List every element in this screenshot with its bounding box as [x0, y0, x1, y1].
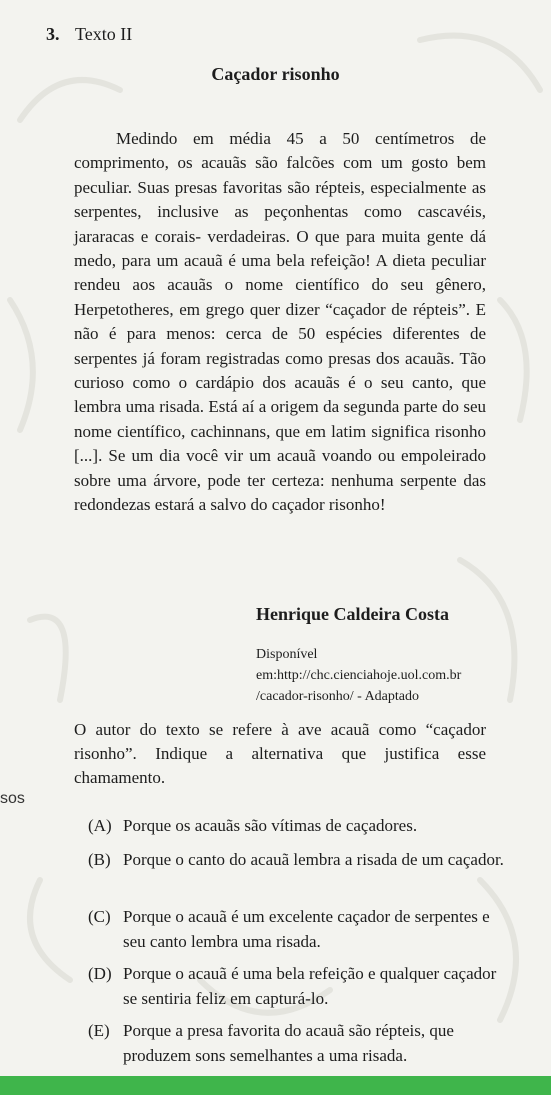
- text-title: Caçador risonho: [211, 64, 340, 84]
- option-text: Porque a presa favorita do acauã são répteis, que produzem sons semelhantes a uma risada.: [123, 1021, 454, 1065]
- author: Henrique Caldeira Costa: [256, 604, 449, 624]
- option-letter: (A): [88, 816, 112, 835]
- option-a[interactable]: [88, 814, 508, 839]
- question-number: 3.: [46, 24, 60, 44]
- source-citation: [256, 644, 496, 707]
- option-c[interactable]: [88, 905, 508, 954]
- option-e[interactable]: [88, 1019, 508, 1068]
- option-d[interactable]: [88, 962, 508, 1011]
- option-letter: (C): [88, 907, 111, 926]
- option-letter: (D): [88, 964, 112, 983]
- passage: [74, 127, 486, 518]
- question-prompt: O autor do texto se refere à ave acauã como “caçador risonho”. Indique a alternativa que justifica esse chamamento.: [74, 720, 486, 787]
- option-text: Porque os acauãs são vítimas de caçadores.: [123, 816, 418, 835]
- footer-bar: [0, 1076, 551, 1095]
- source-line: Disponível: [256, 647, 318, 662]
- source-line: em:http://chc.cienciahoje.uol.com.br: [256, 668, 462, 683]
- source-line: /cacador-risonho/ - Adaptado: [256, 689, 419, 704]
- option-text: Porque o acauã é um excelente caçador de serpentes e seu canto lembra uma risada.: [123, 907, 490, 951]
- option-letter: (E): [88, 1021, 110, 1040]
- option-text: Porque o acauã é uma bela refeição e qualquer caçador se sentiria feliz em capturá-lo.: [123, 964, 497, 1008]
- text-label: Texto II: [75, 24, 133, 44]
- passage-text: Medindo em média 45 a 50 centímetros de comprimento, os acauãs são falcões com um gosto bem peculiar. Suas presas favoritas são répteis, especialmente as serpentes, inclusive as peçonhentas como cascavéis, jararacas e corais- verdadeiras. O que para muita gente dá medo, para um acauã é uma bela refeição! A dieta peculiar rendeu aos acauãs o nome científico do seu gênero, Herpetotheres, em grego quer dizer “caçador de répteis”. E não é para menos: cerca de 50 espécies diferentes de serpentes já foram registradas como presas dos acauãs. Tão curioso como o cardápio dos acauãs é o seu canto, que lembra uma risada. Está aí a origem da segunda parte do seu nome científico, cachinnans, que em latim significa risonho [...]. Se um dia você vir um acauã voando ou empoleirado sobre uma árvore, pode ter certeza: nenhuma serpente das redondezas estará a salvo do caçador risonho!: [74, 129, 486, 515]
- option-letter: (B): [88, 850, 111, 869]
- margin-fragment: sos: [0, 790, 25, 807]
- option-text: Porque o canto do acauã lembra a risada de um caçador.: [123, 850, 504, 869]
- option-b[interactable]: [88, 848, 508, 873]
